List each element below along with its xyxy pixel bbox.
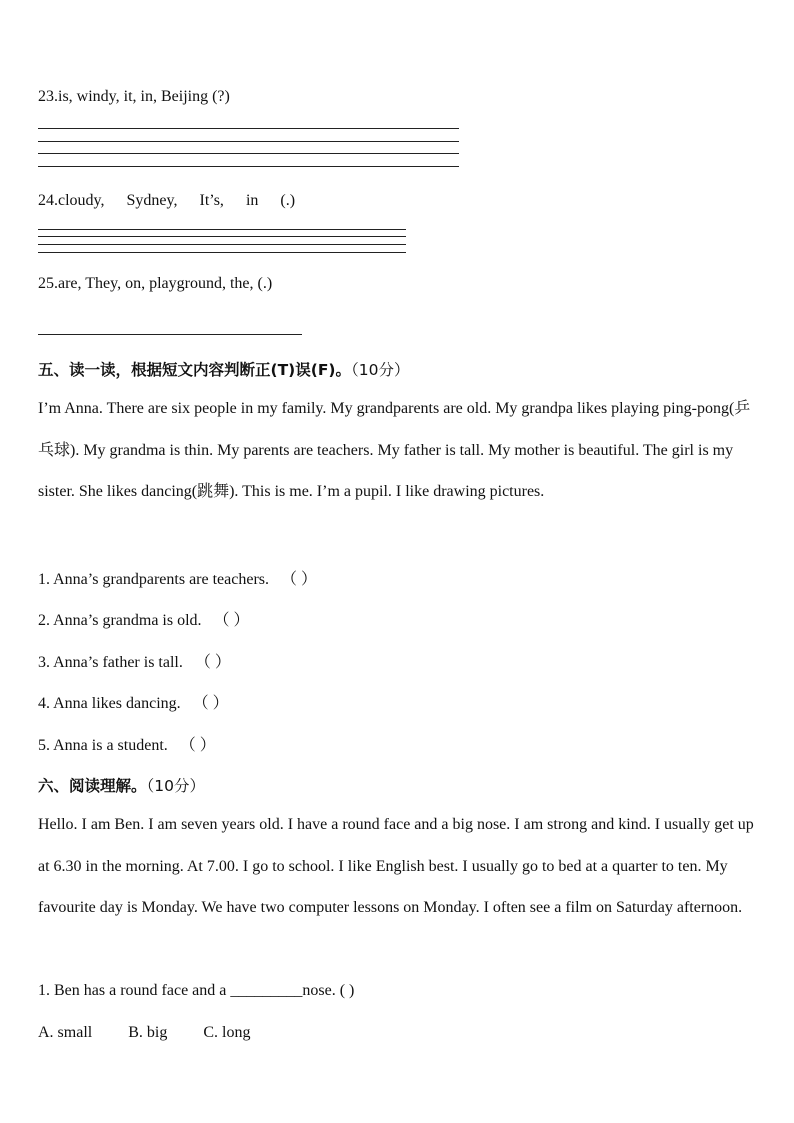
- answer-options: [38, 1024, 286, 1042]
- answer-line: [38, 141, 459, 142]
- section-6-heading: [38, 774, 205, 796]
- tf-item-2: [38, 607, 250, 630]
- tf-item-3: [38, 649, 231, 672]
- question-23: 23.is, windy, it, in, Beijing (?): [38, 88, 230, 105]
- section-title: 五、读一读，根据短文内容判断正(T)误(F)。: [38, 361, 351, 379]
- tf-item-5: [38, 732, 216, 755]
- question-25: 25.are, They, on, playground, the, (.): [38, 275, 273, 292]
- tf-item-text: 1. Anna’s grandparents are teachers.: [38, 571, 270, 588]
- answer-blank[interactable]: （ ）: [179, 737, 216, 754]
- word: in: [245, 192, 259, 209]
- answer-blank[interactable]: （ ）: [213, 612, 250, 629]
- word: cloudy,: [58, 192, 105, 209]
- answer-blank[interactable]: （ ）: [281, 571, 318, 588]
- word: Sydney,: [126, 192, 178, 209]
- answer-line: [38, 244, 406, 245]
- answer-line: [38, 252, 406, 253]
- section-score: （10分）: [146, 777, 205, 795]
- reading-question-1: 1. Ben has a round face and a _________nose. ( ): [38, 982, 355, 999]
- answer-line: [38, 334, 302, 335]
- section-5-heading: [38, 358, 409, 380]
- option-a[interactable]: A. small: [38, 1024, 93, 1041]
- tf-item-4: [38, 690, 229, 713]
- tf-item-text: 4. Anna likes dancing.: [38, 695, 181, 712]
- answer-line: [38, 153, 459, 154]
- tf-item-text: 5. Anna is a student.: [38, 737, 168, 754]
- section-6-passage: Hello. I am Ben. I am seven years old. I have a round face and a big nose. I am strong and kind. I usually get up at 6.30 in the morning. At 7.00. I go to school. I like English best. I usually go to bed at a quarter to ten. My favourite day is Monday. We have two computer lessons on Monday. I often see a film on Saturday afternoon.: [38, 816, 754, 916]
- answer-line: [38, 236, 406, 237]
- section-5-passage: I’m Anna. There are six people in my family. My grandparents are old. My grandpa likes playing ping-pong(乒乓球). My grandma is thin. My parents are teachers. My father is tall. My mother is beautiful. The girl is my sister. She likes dancing(跳舞). This is me. I’m a pupil. I like drawing pictures.: [38, 400, 751, 500]
- tf-item-1: [38, 566, 317, 589]
- answer-line: [38, 229, 406, 230]
- answer-line: [38, 128, 459, 129]
- answer-blank[interactable]: （ ）: [194, 654, 231, 671]
- answer-blank[interactable]: （ ）: [192, 695, 229, 712]
- word: (.): [280, 192, 296, 209]
- tf-item-text: 2. Anna’s grandma is old.: [38, 612, 202, 629]
- tf-item-text: 3. Anna’s father is tall.: [38, 654, 183, 671]
- section-title: 六、阅读理解。: [38, 777, 147, 795]
- option-b[interactable]: B. big: [128, 1024, 168, 1041]
- question-number: 24.: [38, 192, 58, 209]
- word: It’s,: [199, 192, 224, 209]
- option-c[interactable]: C. long: [203, 1024, 251, 1041]
- answer-line: [38, 166, 459, 167]
- section-score: （10分）: [351, 361, 410, 379]
- question-24: [38, 192, 317, 210]
